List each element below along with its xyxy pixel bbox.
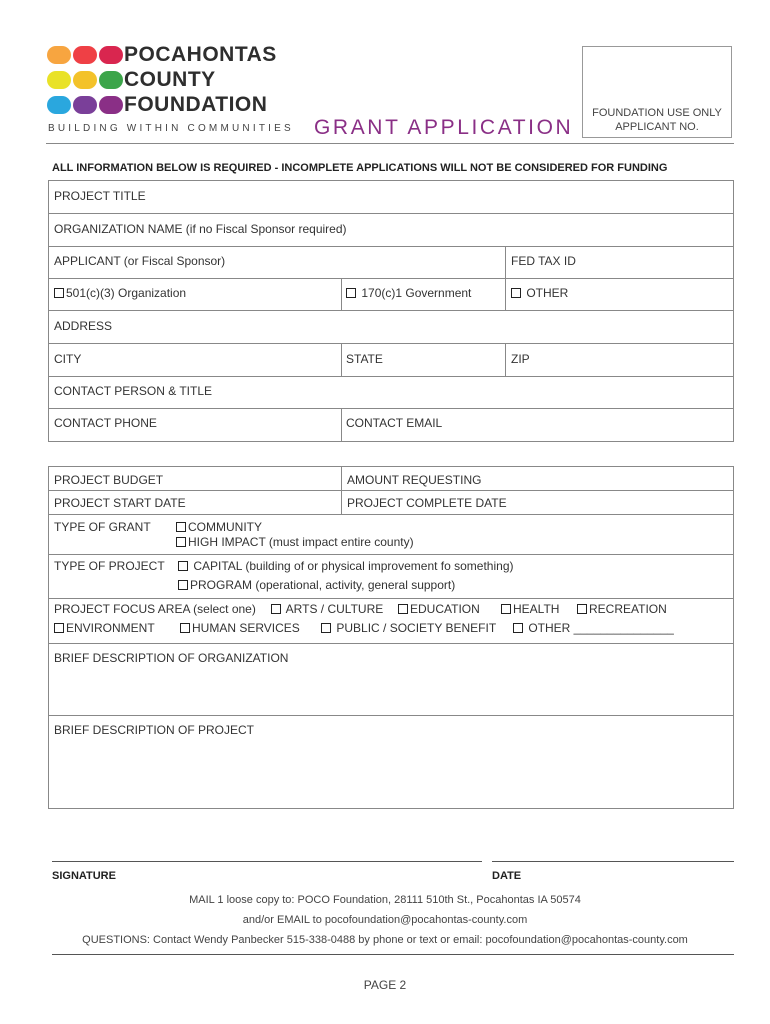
checkbox-icon[interactable] xyxy=(180,623,190,633)
checkbox-icon[interactable] xyxy=(176,522,186,532)
focus-health-option[interactable] xyxy=(501,602,559,616)
org-type-other-label: OTHER xyxy=(526,286,569,300)
project-program-option[interactable] xyxy=(178,578,455,592)
brief-org-label: BRIEF DESCRIPTION OF ORGANIZATION xyxy=(54,651,289,665)
grant-type-row xyxy=(49,515,733,555)
org-type-170c1-label: 170(c)1 Government xyxy=(361,286,472,300)
brief-project-field[interactable] xyxy=(49,716,733,808)
logo-pill-red xyxy=(73,46,97,64)
checkbox-icon[interactable] xyxy=(577,604,587,614)
foundation-logo xyxy=(47,43,294,136)
focus-recreation-option[interactable] xyxy=(577,602,667,616)
logo-pill-green xyxy=(99,71,123,89)
project-complete-date-label[interactable]: PROJECT COMPLETE DATE xyxy=(347,496,507,510)
logo-pill-crimson xyxy=(99,46,123,64)
date-line[interactable] xyxy=(492,861,734,862)
questions-contact: QUESTIONS: Contact Wendy Panbecker 515-338-0488 by phone or text or email: pocofoundation@pocahontas-county.com xyxy=(82,934,688,946)
focus-area-row xyxy=(49,599,733,644)
checkbox-icon[interactable] xyxy=(178,561,188,571)
signature-label: SIGNATURE xyxy=(52,870,116,882)
project-capital-option[interactable] xyxy=(178,559,513,573)
dates-row xyxy=(49,491,733,515)
project-capital-label: CAPITAL (building of or physical improvement fo something) xyxy=(193,559,514,573)
address-field[interactable] xyxy=(49,311,733,344)
checkbox-icon[interactable] xyxy=(346,288,356,298)
applicant-row xyxy=(49,247,733,279)
contact-phone-label[interactable]: CONTACT PHONE xyxy=(54,416,157,430)
checkbox-icon[interactable] xyxy=(513,623,523,633)
column-divider xyxy=(505,279,506,311)
logo-line-2: COUNTY xyxy=(124,68,216,91)
focus-environment-option[interactable] xyxy=(54,621,155,635)
checkbox-icon[interactable] xyxy=(398,604,408,614)
focus-area-label: PROJECT FOCUS AREA (select one) xyxy=(54,602,256,616)
org-type-other-option[interactable] xyxy=(511,286,568,300)
checkbox-icon[interactable] xyxy=(321,623,331,633)
logo-pill-purple xyxy=(99,96,123,114)
focus-other-option[interactable] xyxy=(513,621,674,635)
organization-name-label: ORGANIZATION NAME (if no Fiscal Sponsor required) xyxy=(54,222,347,236)
city-label[interactable]: CITY xyxy=(54,352,82,366)
focus-human-services-option[interactable] xyxy=(180,621,300,635)
header-divider xyxy=(46,143,734,144)
address-label: ADDRESS xyxy=(54,319,113,333)
zip-label[interactable]: ZIP xyxy=(511,352,530,366)
brief-org-field[interactable] xyxy=(49,644,733,716)
checkbox-icon[interactable] xyxy=(54,288,64,298)
project-start-date-label[interactable]: PROJECT START DATE xyxy=(54,496,186,510)
focus-public-label: PUBLIC / SOCIETY BENEFIT xyxy=(336,621,497,635)
column-divider xyxy=(341,467,342,491)
logo-tagline: BUILDING WITHIN COMMUNITIES xyxy=(48,123,294,134)
org-type-501c3-label: 501(c)(3) Organization xyxy=(66,286,187,300)
column-divider xyxy=(341,409,342,441)
focus-health-label: HEALTH xyxy=(513,602,560,616)
checkbox-icon[interactable] xyxy=(511,288,521,298)
focus-education-label: EDUCATION xyxy=(410,602,480,616)
logo-pill-yellow xyxy=(47,71,71,89)
focus-human-services-label: HUMAN SERVICES xyxy=(192,621,300,635)
logo-pill-violet xyxy=(73,96,97,114)
focus-other-label: OTHER _______________ xyxy=(528,621,674,635)
applicant-info-section xyxy=(48,180,734,442)
checkbox-icon[interactable] xyxy=(178,580,188,590)
column-divider xyxy=(341,491,342,515)
project-budget-label[interactable]: PROJECT BUDGET xyxy=(54,473,164,487)
checkbox-icon[interactable] xyxy=(176,537,186,547)
focus-public-option[interactable] xyxy=(321,621,496,635)
contact-person-field[interactable] xyxy=(49,377,733,409)
organization-name-field[interactable] xyxy=(49,214,733,247)
project-program-label: PROGRAM (operational, activity, general support) xyxy=(190,578,456,592)
checkbox-icon[interactable] xyxy=(501,604,511,614)
date-label: DATE xyxy=(492,870,522,882)
grant-community-option[interactable] xyxy=(176,520,262,534)
email-instructions: and/or EMAIL to pocofoundation@pocahontas-county.com xyxy=(242,914,528,926)
column-divider xyxy=(341,344,342,377)
project-title-field[interactable] xyxy=(49,181,733,214)
fed-tax-id-label[interactable]: FED TAX ID xyxy=(511,254,576,268)
required-notice: ALL INFORMATION BELOW IS REQUIRED - INCOMPLETE APPLICATIONS WILL NOT BE CONSIDERED FOR FUNDING xyxy=(52,162,668,174)
page-number: PAGE 2 xyxy=(363,978,407,992)
checkbox-icon[interactable] xyxy=(54,623,64,633)
foundation-use-label: FOUNDATION USE ONLY xyxy=(592,107,722,119)
foundation-use-box xyxy=(582,46,732,138)
state-label[interactable]: STATE xyxy=(346,352,383,366)
org-type-row xyxy=(49,279,733,311)
grant-community-label: COMMUNITY xyxy=(188,520,262,534)
logo-pill-orange xyxy=(47,46,71,64)
focus-arts-label: ARTS / CULTURE xyxy=(285,602,384,616)
focus-recreation-label: RECREATION xyxy=(589,602,667,616)
project-title-label: PROJECT TITLE xyxy=(54,189,146,203)
footer-divider xyxy=(52,954,734,955)
budget-row xyxy=(49,467,733,491)
mail-instructions: MAIL 1 loose copy to: POCO Foundation, 28111 510th St., Pocahontas IA 50574 xyxy=(189,894,581,906)
logo-line-3: FOUNDATION xyxy=(124,93,268,116)
project-type-row xyxy=(49,555,733,599)
org-type-170c1-option[interactable] xyxy=(346,286,471,300)
type-of-project-label: TYPE OF PROJECT xyxy=(54,559,165,573)
focus-education-option[interactable] xyxy=(398,602,480,616)
logo-pill-gold xyxy=(73,71,97,89)
grant-high-impact-label: HIGH IMPACT (must impact entire county) xyxy=(188,535,414,549)
applicant-label[interactable]: APPLICANT (or Fiscal Sponsor) xyxy=(54,254,226,268)
grant-high-impact-option[interactable] xyxy=(176,535,414,549)
focus-environment-label: ENVIRONMENT xyxy=(66,621,155,635)
contact-person-label: CONTACT PERSON & TITLE xyxy=(54,384,213,398)
column-divider xyxy=(505,344,506,377)
column-divider xyxy=(505,247,506,279)
type-of-grant-label: TYPE OF GRANT xyxy=(54,520,151,534)
focus-arts-option[interactable] xyxy=(271,602,383,616)
page-title: GRANT APPLICATION xyxy=(314,116,574,139)
project-info-section xyxy=(48,466,734,809)
checkbox-icon[interactable] xyxy=(271,604,281,614)
brief-project-label: BRIEF DESCRIPTION OF PROJECT xyxy=(54,723,255,737)
logo-line-1: POCAHONTAS xyxy=(124,43,277,66)
org-type-501c3-option[interactable] xyxy=(54,286,186,300)
contact-row xyxy=(49,409,733,441)
logo-pill-blue xyxy=(47,96,71,114)
contact-email-label[interactable]: CONTACT EMAIL xyxy=(346,416,443,430)
city-state-zip-row xyxy=(49,344,733,377)
amount-requesting-label[interactable]: AMOUNT REQUESTING xyxy=(347,473,482,487)
applicant-no-label: APPLICANT NO. xyxy=(615,121,699,133)
column-divider xyxy=(341,279,342,311)
signature-line[interactable] xyxy=(52,861,482,862)
